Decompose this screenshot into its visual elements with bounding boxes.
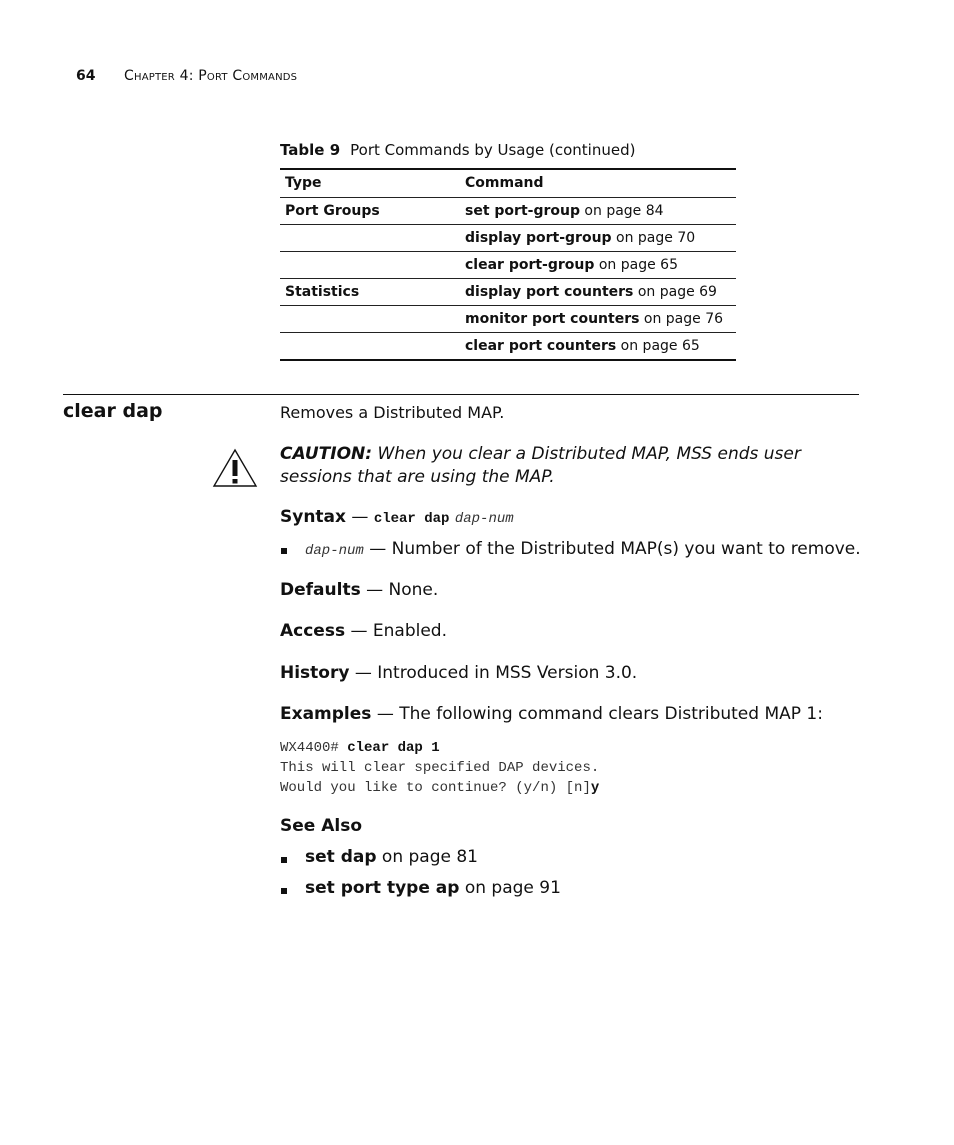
row-command [460,333,736,361]
see-also-command: set port type ap [305,878,460,898]
see-also-ref: on page 81 [376,847,478,867]
code-answer: y [590,780,600,796]
command-name: set port-group [465,203,580,219]
row-type [280,225,460,252]
row-type [280,333,460,361]
code-prompt: WX4400# [280,740,348,756]
row-type [280,306,460,333]
row-type: Statistics [280,279,460,306]
history-text: — Introduced in MSS Version 3.0. [349,663,638,683]
table-row [280,225,736,252]
page-ref: on page 69 [633,284,717,300]
caution-text: When you clear a Distributed MAP, MSS ends user sessions that are using the MAP. [280,444,801,487]
section-description: Removes a Distributed MAP. [280,403,505,422]
row-command [460,252,736,279]
section-divider [63,394,859,395]
see-also-command: set dap [305,847,377,867]
syntax-label: Syntax [280,507,346,527]
table-header-row [280,169,736,198]
syntax-argument: dap-num [454,511,514,527]
table-row [280,279,736,306]
defaults-text: — None. [360,580,439,600]
caution-icon [212,448,258,492]
row-command [460,279,736,306]
bullet [281,888,287,894]
page-number: 64 [76,68,96,84]
row-command [460,306,736,333]
row-command [460,225,736,252]
code-output-line: This will clear specified DAP devices. [280,760,600,776]
see-also-ref: on page 91 [459,878,561,898]
table-row [280,252,736,279]
command-name: clear port counters [465,338,617,354]
code-example [280,738,599,798]
caution-note [280,443,860,489]
syntax-command: clear dap [373,511,450,527]
history-line [280,663,637,683]
see-also-item [305,847,478,867]
caution-label: CAUTION: [280,444,373,464]
command-name: clear port-group [465,257,595,273]
param-name: dap-num [305,543,364,559]
table-caption-label: Table 9 [280,141,341,159]
page-ref: on page 70 [611,230,696,246]
command-name: monitor port counters [465,311,640,327]
header-type: Type [280,169,460,198]
examples-text: — The following command clears Distributed MAP 1: [371,704,823,724]
defaults-label: Defaults [280,580,361,600]
access-label: Access [280,621,346,641]
access-line [280,621,447,641]
code-question-line: Would you like to continue? (y/n) [n] [280,780,591,796]
page-ref: on page 65 [594,257,678,273]
page-ref: on page 65 [616,338,700,354]
table-row [280,306,736,333]
examples-label: Examples [280,704,372,724]
header-command: Command [460,169,736,198]
command-name: display port-group [465,230,612,246]
access-text: — Enabled. [345,621,447,641]
table-caption [280,141,635,159]
see-also-item [305,878,561,898]
examples-line [280,704,823,724]
code-command: clear dap 1 [347,740,440,756]
page-ref: on page 84 [579,203,664,219]
syntax-dash: — [346,507,374,527]
page-ref: on page 76 [639,311,724,327]
table-row [280,333,736,361]
row-type [280,252,460,279]
param-description: — Number of the Distributed MAP(s) you want to remove. [363,539,861,559]
port-commands-table [280,169,736,361]
command-name: display port counters [465,284,634,300]
chapter-title: Chapter 4: Port Commands [124,68,298,84]
row-type: Port Groups [280,198,460,225]
table-caption-text: Port Commands by Usage (continued) [350,141,636,159]
row-command [460,198,736,225]
defaults-line [280,580,438,600]
table-row [280,198,736,225]
history-label: History [280,663,350,683]
param-item [305,539,861,559]
bullet [281,548,287,554]
see-also-heading: See Also [280,816,363,836]
bullet [281,857,287,863]
section-title: clear dap [63,400,163,422]
syntax-line [280,507,514,527]
